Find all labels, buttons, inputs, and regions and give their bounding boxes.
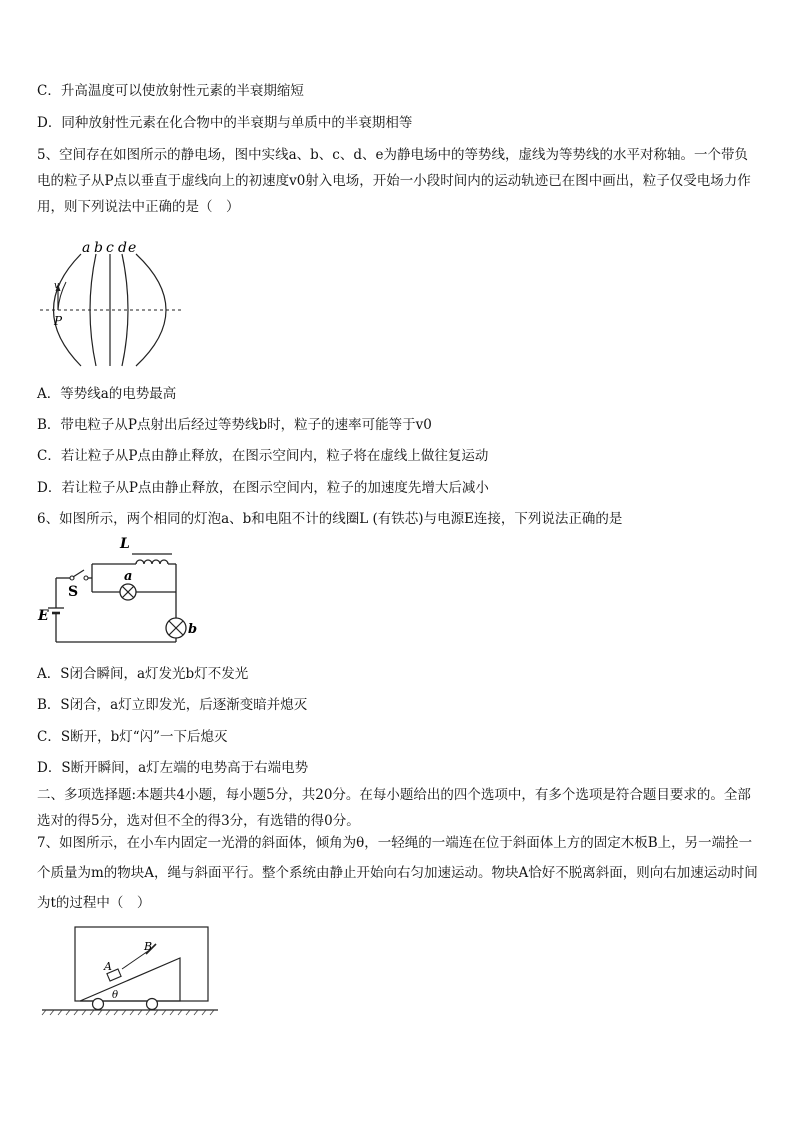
equipotential-figure [36, 238, 186, 370]
label-lamp-a: a [124, 569, 133, 584]
label-b: b [94, 240, 103, 256]
q5-option-a: A．等势线a的电势最高 [37, 386, 177, 402]
label-a: A [104, 960, 112, 973]
switch-s [73, 570, 84, 577]
q5-option-d: D．若让粒子从P点由静止释放，在图示空间内，粒子的加速度先增大后减小 [37, 480, 489, 496]
cart-incline-figure [40, 924, 220, 1016]
q6-option-d: D．S断开瞬间，a灯左端的电势高于右端电势 [37, 760, 309, 776]
q6-option-a: A．S闭合瞬间，a灯发光b灯不发光 [37, 666, 249, 682]
label-v: v [54, 281, 60, 291]
cart-box [75, 927, 208, 1001]
q6-option-c: C．S断开，b灯“闪”一下后熄灭 [37, 729, 228, 745]
wheel-right [147, 999, 158, 1010]
inductor-coil [136, 560, 168, 564]
label-a: a [82, 240, 91, 256]
switch-contact-2 [84, 576, 88, 580]
label-e: E [38, 608, 49, 624]
label-theta: θ [112, 990, 119, 1001]
q5-option-b: B．带电粒子从P点射出后经过等势线b时，粒子的速率可能等于v0 [37, 417, 432, 433]
particle-trajectory [58, 282, 66, 310]
ground-hatching [42, 1010, 214, 1015]
question-7-stem: 7、如图所示，在小车内固定一光滑的斜面体，倾角为θ，一轻绳的一端连在位于斜面体上方的固定木板B上，另一端拴一个质量为m的物块A，绳与斜面平行。整个系统由静止开始向右匀加速运动。物块A恰好不脱离斜面，则向右加速运动时间为t的过程中（ ） [37, 835, 758, 911]
question-5-stem: 5、空间存在如图所示的静电场，图中实线a、b、c、d、e为静电场中的等势线，虚线为等势线的水平对称轴。一个带负电的粒子从P点以垂直于虚线向上的初速度v0射入电场，开始一小段时间内的运动轨迹已在图中画出，粒子仅受电场力作用，则下列说法中正确的是（ ） [37, 147, 751, 215]
label-e: e [128, 240, 137, 256]
option-d-prev: D．同种放射性元素在化合物中的半衰期与单质中的半衰期相等 [37, 115, 413, 131]
label-l: L [120, 536, 130, 552]
option-c-prev: C．升高温度可以使放射性元素的半衰期缩短 [37, 83, 304, 99]
q6-option-b: B．S闭合，a灯立即发光，后逐渐变暗并熄灭 [37, 697, 308, 713]
q5-option-c: C．若让粒子从P点由静止释放，在图示空间内，粒子将在虚线上做往复运动 [37, 448, 489, 464]
label-b: B [144, 940, 153, 953]
question-6-stem: 6、如图所示，两个相同的灯泡a、b和电阻不计的线圈L (有铁芯)与电源E连接，下列说法正确的是 [37, 511, 623, 527]
label-c: c [106, 240, 114, 256]
circuit-figure [36, 534, 206, 652]
incline [80, 958, 180, 1001]
section-2-instructions: 二、多项选择题:本题共4小题，每小题5分，共20分。在每小题给出的四个选项中，有多个选项是符合题目要求的。全部选对的得5分，选对但不全的得3分，有选错的得0分。 [37, 787, 751, 829]
label-s: S [68, 584, 79, 600]
label-lamp-b: b [188, 622, 198, 637]
label-p: P [54, 314, 63, 328]
wheel-left [93, 999, 104, 1010]
label-d: d [118, 240, 127, 256]
